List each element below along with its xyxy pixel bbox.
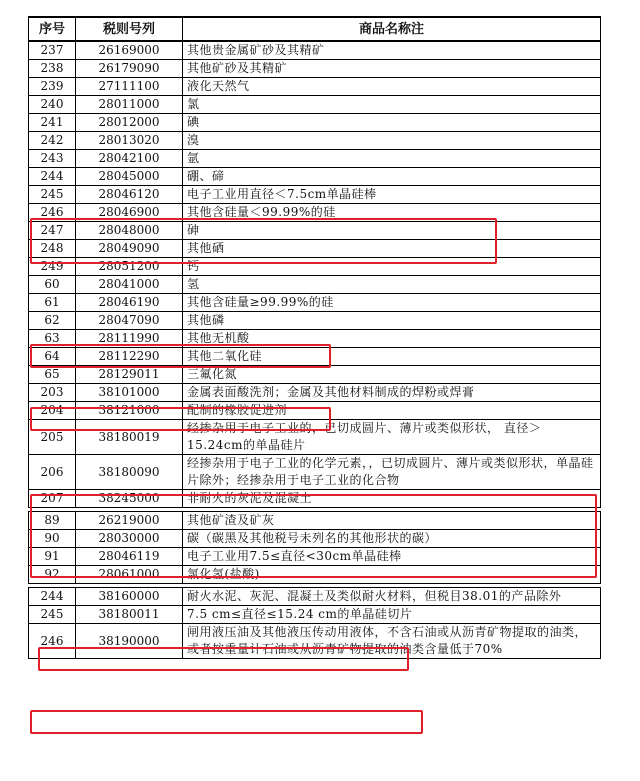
table-row (29, 330, 601, 348)
cell-name: 经掺杂用于电子工业的化学元素，，已切成圆片、薄片或类似形状，单晶硅片除外；经掺杂用于电子工业的化合物 (183, 455, 601, 490)
table-row (29, 566, 601, 584)
table-row (29, 624, 601, 659)
cell-name: 其他矿砂及其精矿 (183, 60, 601, 78)
cell-code: 28042100 (76, 150, 183, 168)
cell-code: 38190000 (76, 624, 183, 659)
cell-name: 电子工业用7.5≤直径<30cm单晶硅棒 (183, 548, 601, 566)
table-row (29, 222, 601, 240)
cell-serial: 90 (29, 530, 76, 548)
cell-name: 金属表面酸洗剂；金属及其他材料制成的焊粉或焊膏 (183, 384, 601, 402)
cell-serial: 89 (29, 512, 76, 530)
table-row (29, 96, 601, 114)
cell-serial: 91 (29, 548, 76, 566)
table-row (29, 41, 601, 60)
cell-name: 电子工业用直径＜7.5cm单晶硅棒 (183, 186, 601, 204)
cell-name: 其他含硅量＜99.99%的硅 (183, 204, 601, 222)
table-row (29, 60, 601, 78)
cell-name: 砷 (183, 222, 601, 240)
table-row (29, 348, 601, 366)
cell-serial: 205 (29, 420, 76, 455)
tariff-table (28, 16, 601, 659)
cell-code: 28112290 (76, 348, 183, 366)
cell-serial: 245 (29, 186, 76, 204)
cell-code: 28011000 (76, 96, 183, 114)
cell-name: 硼、碲 (183, 168, 601, 186)
table-row (29, 276, 601, 294)
cell-code: 28129011 (76, 366, 183, 384)
table-row (29, 606, 601, 624)
cell-code: 38101000 (76, 384, 183, 402)
cell-name: 耐火水泥、灰泥、混凝土及类似耐火材料，但税目38.01的产品除外 (183, 588, 601, 606)
cell-code: 28061000 (76, 566, 183, 584)
table-row (29, 258, 601, 276)
cell-name: 氯 (183, 96, 601, 114)
cell-serial: 247 (29, 222, 76, 240)
cell-name: 氢 (183, 276, 601, 294)
cell-code: 28047090 (76, 312, 183, 330)
cell-serial: 207 (29, 490, 76, 508)
cell-name: 非耐火的灰泥及混凝土 (183, 490, 601, 508)
cell-code: 28013020 (76, 132, 183, 150)
highlight-box-245b (30, 710, 423, 734)
cell-serial: 241 (29, 114, 76, 132)
table-row (29, 78, 601, 96)
cell-serial: 237 (29, 41, 76, 60)
cell-name: 经掺杂用于电子工业的，已切成圆片、薄片或类似形状， 直径＞15.24cm的单晶硅片 (183, 420, 601, 455)
cell-serial: 61 (29, 294, 76, 312)
cell-code: 27111100 (76, 78, 183, 96)
table-row (29, 240, 601, 258)
cell-name: 闸用液压油及其他液压传动用液体，不含石油或从沥青矿物提取的油类，或者按重量计石油或从沥青矿物提取的油类含量低于70% (183, 624, 601, 659)
cell-serial: 249 (29, 258, 76, 276)
cell-serial: 243 (29, 150, 76, 168)
cell-code: 38180090 (76, 455, 183, 490)
cell-code: 38245000 (76, 490, 183, 508)
table-row (29, 455, 601, 490)
header-serial: 序号 (29, 17, 76, 41)
cell-serial: 63 (29, 330, 76, 348)
header-tariff-code: 税则号列 (76, 17, 183, 41)
cell-name: 其他矿渣及矿灰 (183, 512, 601, 530)
cell-code: 26219000 (76, 512, 183, 530)
table-row (29, 294, 601, 312)
table-row (29, 366, 601, 384)
cell-code: 28111990 (76, 330, 183, 348)
cell-serial: 245 (29, 606, 76, 624)
cell-serial: 206 (29, 455, 76, 490)
table-row (29, 168, 601, 186)
cell-serial: 242 (29, 132, 76, 150)
table-row (29, 530, 601, 548)
cell-code: 28048000 (76, 222, 183, 240)
table-row (29, 490, 601, 508)
cell-code: 26179090 (76, 60, 183, 78)
table-header-row (29, 17, 601, 41)
cell-serial: 64 (29, 348, 76, 366)
table-row (29, 420, 601, 455)
table-row (29, 512, 601, 530)
table-row (29, 402, 601, 420)
cell-code: 28046119 (76, 548, 183, 566)
cell-serial: 204 (29, 402, 76, 420)
tariff-table-sheet (28, 16, 600, 659)
table-row (29, 384, 601, 402)
cell-code: 26169000 (76, 41, 183, 60)
cell-serial: 246 (29, 204, 76, 222)
table-row (29, 186, 601, 204)
cell-name: 其他含硅量≥99.99%的硅 (183, 294, 601, 312)
cell-name: 其他硒 (183, 240, 601, 258)
cell-code: 38180019 (76, 420, 183, 455)
cell-serial: 65 (29, 366, 76, 384)
cell-name: 溴 (183, 132, 601, 150)
cell-code: 38121000 (76, 402, 183, 420)
cell-code: 28046120 (76, 186, 183, 204)
cell-code: 28030000 (76, 530, 183, 548)
cell-serial: 238 (29, 60, 76, 78)
cell-name: 氩 (183, 150, 601, 168)
cell-code: 38160000 (76, 588, 183, 606)
table-row (29, 204, 601, 222)
cell-code: 28049090 (76, 240, 183, 258)
cell-name: 7.5 cm≤直径≤15.24 cm的单晶硅切片 (183, 606, 601, 624)
cell-serial: 92 (29, 566, 76, 584)
cell-name: 碘 (183, 114, 601, 132)
table-row (29, 150, 601, 168)
cell-code: 28045000 (76, 168, 183, 186)
cell-serial: 244 (29, 588, 76, 606)
cell-code: 28012000 (76, 114, 183, 132)
cell-serial: 248 (29, 240, 76, 258)
cell-code: 28046190 (76, 294, 183, 312)
cell-name: 其他磷 (183, 312, 601, 330)
cell-name: 其他二氧化硅 (183, 348, 601, 366)
cell-name: 钙 (183, 258, 601, 276)
cell-serial: 240 (29, 96, 76, 114)
cell-code: 28046900 (76, 204, 183, 222)
cell-name: 碳（碳黑及其他税号未列名的其他形状的碳） (183, 530, 601, 548)
header-goods-name: 商品名称注 (183, 17, 601, 41)
cell-serial: 60 (29, 276, 76, 294)
table-row (29, 114, 601, 132)
cell-code: 28041000 (76, 276, 183, 294)
cell-name: 配制的橡胶促进剂 (183, 402, 601, 420)
table-row (29, 548, 601, 566)
cell-name: 其他无机酸 (183, 330, 601, 348)
cell-code: 38180011 (76, 606, 183, 624)
cell-serial: 246 (29, 624, 76, 659)
cell-name: 液化天然气 (183, 78, 601, 96)
table-row (29, 588, 601, 606)
cell-name: 氯化氢(盐酸) (183, 566, 601, 584)
cell-code: 28051200 (76, 258, 183, 276)
table-row (29, 312, 601, 330)
cell-name: 其他贵金属矿砂及其精矿 (183, 41, 601, 60)
cell-name: 三氟化氮 (183, 366, 601, 384)
table-row (29, 132, 601, 150)
cell-serial: 62 (29, 312, 76, 330)
cell-serial: 239 (29, 78, 76, 96)
cell-serial: 244 (29, 168, 76, 186)
cell-serial: 203 (29, 384, 76, 402)
